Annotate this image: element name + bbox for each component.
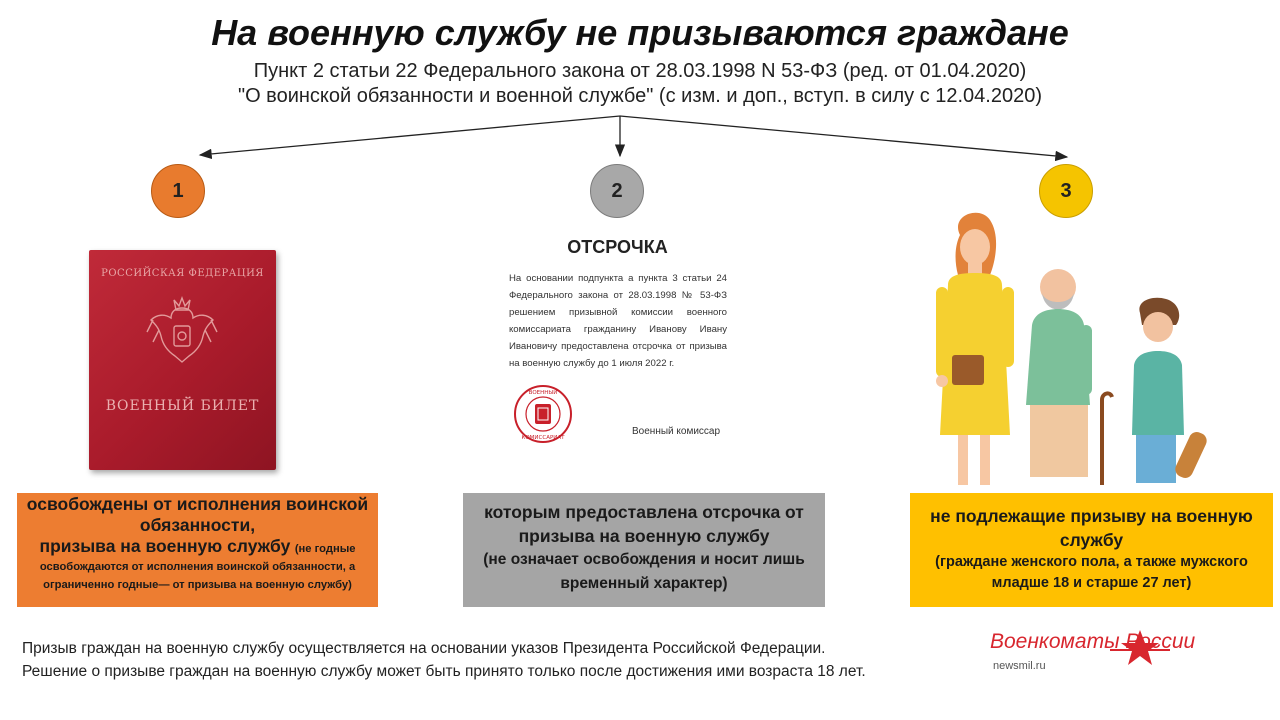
marker-2: 2 <box>590 164 644 218</box>
elder-figure <box>1026 269 1112 485</box>
arrow-left <box>200 116 620 155</box>
caption-exempted-main: освобождены от исполнения воинской обязанности, <box>26 494 369 535</box>
footer-note-1: Призыв граждан на военную службу осуществляется на основании указов Президента Российской Федерации. <box>22 640 826 657</box>
law-reference-line1: Пункт 2 статьи 22 Федерального закона от 28.03.1998 N 53-ФЗ (ред. от 01.04.2020) <box>253 60 1027 82</box>
caption-not-subject-note: (граждане женского пола, а также мужского младше 18 и старше 27 лет) <box>935 554 1248 591</box>
coat-of-arms-icon <box>139 290 225 376</box>
caption-deferred <box>463 493 825 607</box>
marker-3: 3 <box>1039 164 1093 218</box>
caption-exempted-main2: призыва на военную службу <box>39 536 291 556</box>
law-reference-line2: "О воинской обязанности и военной службе" (с изм. и доп., вступ. в силу с 12.04.2020) <box>237 85 1043 107</box>
boy-figure <box>1132 298 1209 483</box>
page-title: На военную службу не призываются граждане <box>211 12 1069 53</box>
marker-1: 1 <box>151 164 205 218</box>
commissariat-seal-icon <box>513 384 573 444</box>
caption-not-subject-main: не подлежащие призыву на военную службу <box>930 506 1253 550</box>
brand-site: newsmil.ru <box>993 660 1046 672</box>
seal-bottom-text: КОМИССАРИАТ <box>521 435 565 441</box>
woman-figure <box>936 213 1014 485</box>
caption-exempted-note: (не годные освобождаются от исполнения воинской обязанности, а ограниченно годные— от призыва на военную службу) <box>39 543 356 591</box>
caption-exempted <box>17 493 378 607</box>
caption-deferred-note: (не означает освобождения и носит лишь временный характер) <box>483 551 805 592</box>
brand-logo[interactable] <box>990 630 1260 680</box>
people-woman-elder-boy-icon <box>930 205 1225 495</box>
deferral-title: ОТСРОЧКА <box>567 237 668 257</box>
caption-deferred-main: которым предоставлена отсрочка от призыва на военную службу <box>484 502 804 546</box>
brand-name: Военкоматы России <box>990 630 1196 653</box>
arrow-right <box>620 116 1067 157</box>
footer-note-2: Решение о призыве граждан на военную службу может быть принято только после достижения ими возраста 18 лет. <box>22 663 866 680</box>
military-id-label: ВОЕННЫЙ БИЛЕТ <box>105 398 260 414</box>
deferral-signature: Военный комиссар <box>632 426 721 437</box>
caption-not-subject <box>910 493 1273 607</box>
deferral-body: На основании подпункта а пункта 3 статьи 24 Федерального закона от 28.03.1998 № 53-ФЗ решением призывной комиссии военного комиссариата гражданину Иванову Ивану Ивановичу предоставлена отсрочка от призыва на военную службу до 1 июля 2022 г. <box>509 273 727 369</box>
military-id-booklet <box>89 250 276 470</box>
military-id-country: РОССИЙСКАЯ ФЕДЕРАЦИЯ <box>101 268 264 279</box>
seal-top-text: ВОЕННЫЙ <box>528 390 558 396</box>
